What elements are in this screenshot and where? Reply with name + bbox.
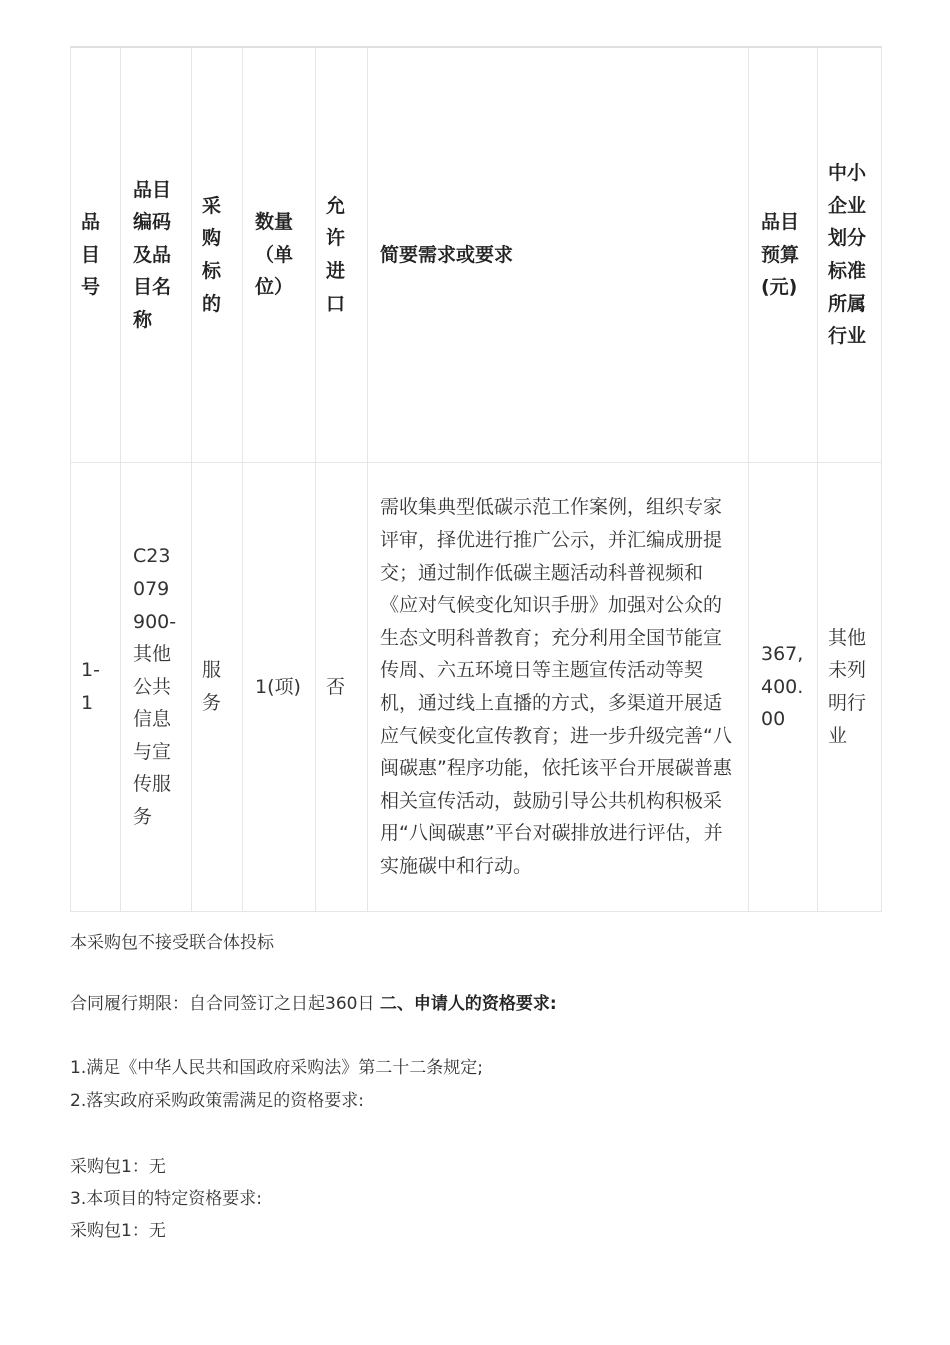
cell-procurement-target: 服务	[192, 463, 243, 912]
requirement-2-package: 采购包1：无	[70, 1157, 166, 1177]
procurement-table	[70, 46, 882, 912]
cell-allow-import: 否	[316, 463, 368, 912]
header-quantity-unit: 数量（单位）	[243, 47, 316, 463]
contract-term-text: 合同履行期限：自合同签订之日起360日	[70, 994, 375, 1014]
contract-term-line	[70, 992, 557, 1016]
table-row	[71, 463, 882, 912]
cell-item-no: 1-1	[71, 463, 121, 912]
cell-requirements: 需收集典型低碳示范工作案例，组织专家评审，择优进行推广公示，并汇编成册提交；通过制作低碳主题活动科普视频和《应对气候变化知识手册》加强对公众的生态文明科普教育；充分利用全国节能宣传周、六五环境日等主题宣传活动等契机，通过线上直播的方式，多渠道开展适应气候变化宣传教育；进一步升级完善“八闽碳惠”程序功能，依托该平台开展碳普惠相关宣传活动，鼓励引导公共机构积极采用“八闽碳惠”平台对碳排放进行评估，并实施碳中和行动。	[368, 463, 749, 912]
cell-item-code-name: C23079900-其他公共信息与宣传服务	[121, 463, 192, 912]
requirement-2: 2.落实政府采购政策需满足的资格要求:	[70, 1091, 364, 1111]
consortium-note: 本采购包不接受联合体投标	[70, 933, 274, 953]
header-allow-import: 允许进口	[316, 47, 368, 463]
table-header-row	[71, 47, 882, 463]
cell-sme-industry: 其他未列明行业	[818, 463, 882, 912]
header-item-no: 品目号	[71, 47, 121, 463]
section-heading: 二、申请人的资格要求:	[379, 994, 557, 1014]
header-sme-industry: 中小企业划分标准所属行业	[818, 47, 882, 463]
header-item-code-name: 品目编码及品目名称	[121, 47, 192, 463]
cell-quantity-unit: 1(项)	[243, 463, 316, 912]
cell-budget: 367,400.00	[749, 463, 818, 912]
header-procurement-target: 采购标的	[192, 47, 243, 463]
requirement-3: 3.本项目的特定资格要求:	[70, 1189, 262, 1209]
requirement-3-package: 采购包1：无	[70, 1221, 166, 1241]
requirement-1: 1.满足《中华人民共和国政府采购法》第二十二条规定;	[70, 1058, 483, 1078]
header-requirements: 简要需求或要求	[368, 47, 749, 463]
header-budget: 品目预算(元)	[749, 47, 818, 463]
